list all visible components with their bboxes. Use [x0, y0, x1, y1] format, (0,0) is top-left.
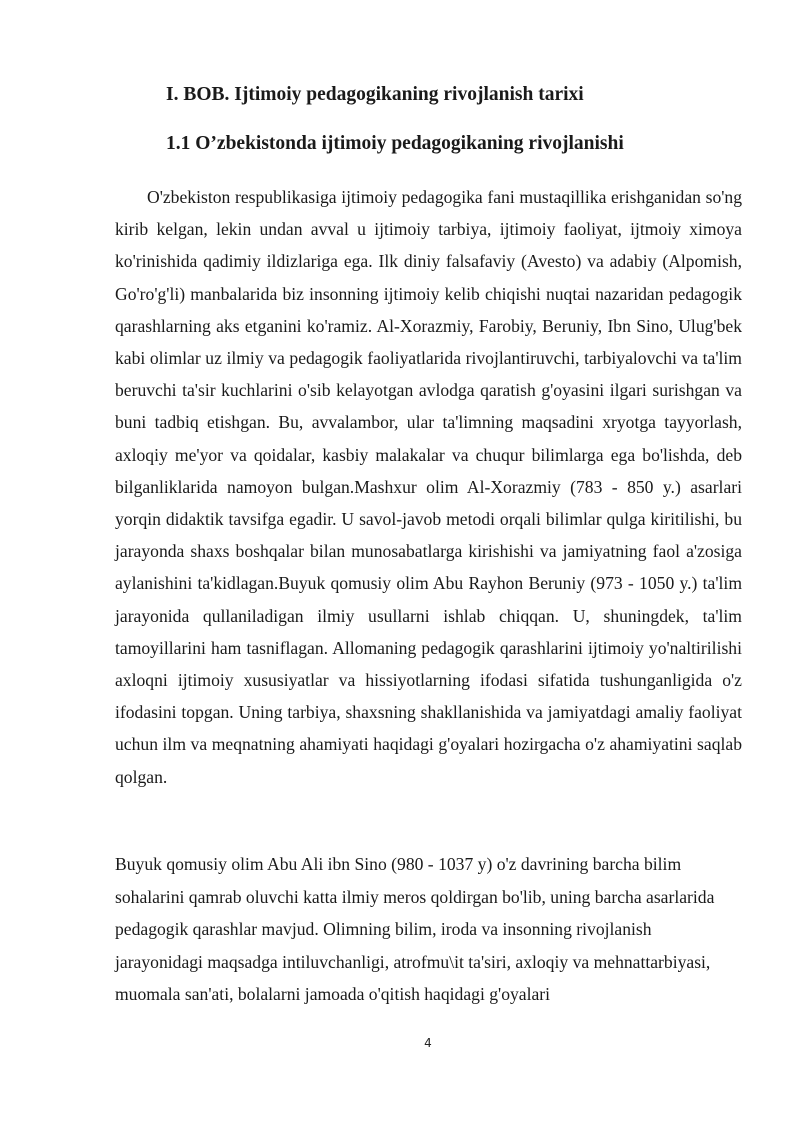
page-number: 4	[424, 1036, 432, 1050]
body-paragraph: Buyuk qomusiy olim Abu Ali ibn Sino (980 - 1037 y) o'z davrining barcha bilim sohalarini qamrab oluvchi katta ilmiy meros qoldirgan bo'lib, uning barcha asarlarida pedagogik qarashlar mavjud. Olimning bilim, iroda va insonning rivojlanish jarayonidagi maqsadga intiluvchanligi, atrofmu\it ta'siri, axloqiy va mehnattarbiyasi, muomala san'ati, bolalarni jamoada o'qitish haqidagi g'oyalari	[115, 854, 715, 1005]
body-paragraph: O'zbekiston respublikasiga ijtimoiy pedagogika fani mustaqillika erishganidan so'ng kirib kelgan, lekin undan avval u ijtimoiy tarbiya, ijtimoiy faoliyat, ijtmoiy ximoya ko'rinishida qadimiy ildizlariga ega. Ilk diniy falsafaviy (Avesto) va adabiy (Alpomish, Go'ro'g'li) manbalarida biz insonning ijtimoiy kelib chiqishi nuqtai nazaridan pedagogik qarashlarning aks etganini ko'ramiz. Al-Xorazmiy, Farobiy, Beruniy, Ibn Sino, Ulug'bek kabi olimlar uz ilmiy va pedagogik faoliyatlarida rivojlantiruvchi, tarbiyalovchi va ta'lim beruvchi ta'sir kuchlarini o'sib kelayotgan avlodga qaratish g'oyasini ilgari surishgan va buni tadbiq etishgan. Bu, avvalambor, ular ta'limning maqsadini xryotga tayyorlash, axloqiy me'yor va qoidalar, kasbiy malakalar va chuqur bilimlarga ega bo'lishda, deb bilganliklarida namoyon bulgan.Mashxur olim Al-Xorazmiy (783 - 850 y.) asarlari yorqin didaktik tavsifga egadir. U savol-javob metodi orqali bilimlar qulga kiritilishi, bu jarayonda shaxs boshqalar bilan munosabatlarga kirishishi va jamiyatning faol a'zosiga aylanishini ta'kidlagan.Buyuk qomusiy olim Abu Rayhon Beruniy (973 - 1050 y.) ta'lim jarayonida qullaniladigan ilmiy usullarni ishlab chiqqan. U, shuningdek, ta'lim tamoyillarini ham tasniflagan. Allomaning pedagogik qarashlarini ijtimoiy yo'naltirilishi axloqni ijtimoiy xususiyatlar va hissiyotlarning ifodasi sifatida tushunganligida o'z ifodasini topgan. Uning tarbiya, shaxsning shakllanishida va jamiyatdagi amaliy faoliyat uchun ilm va meqnatning ahamiyati haqidagi g'oyalari hozirgacha o'z ahamiyatini saqlab qolgan.	[115, 187, 742, 787]
chapter-title: I. BOB. Ijtimoiy pedagogikaning rivojlanish tarixi	[166, 84, 584, 105]
section-title: 1.1 O’zbekistonda ijtimoiy pedagogikaning rivojlanishi	[166, 133, 624, 154]
